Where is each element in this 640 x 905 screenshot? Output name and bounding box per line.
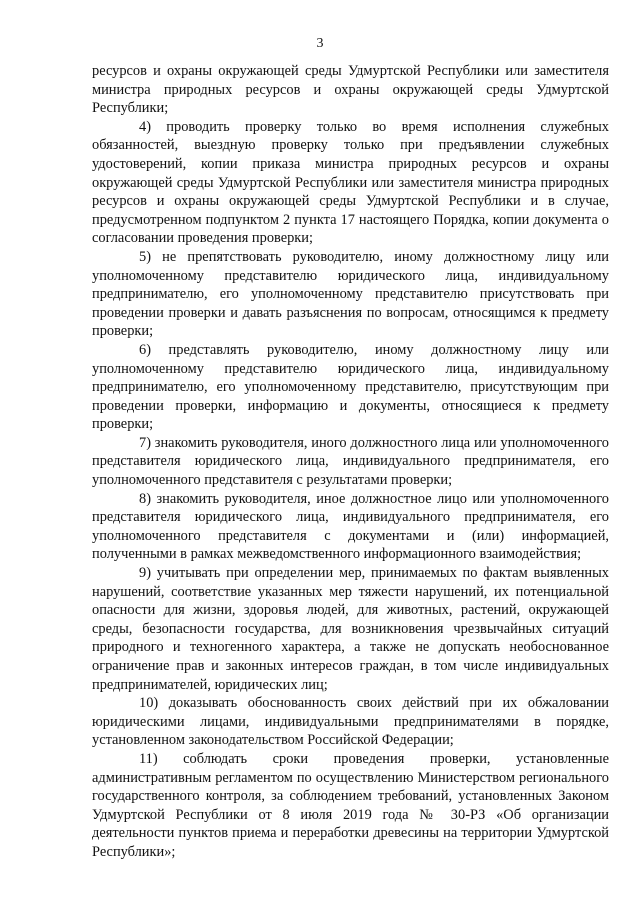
document-body [92,62,609,862]
paragraph-item-5: 5) не препятствовать руководителю, иному должностному лицу или уполномоченному представителю юридического лица, индивидуальному предпринимателю, его уполномоченному представителю присутствовать при проведении проверки и давать разъяснения по вопросам, относящимся к предмету проверки; [92,248,609,340]
page-number: 3 [316,36,324,51]
paragraph-continuation: ресурсов и охраны окружающей среды Удмуртской Республики или заместителя министра природных ресурсов и охраны окружающей среды Удмуртской Республики; [92,63,609,117]
paragraph-item-8: 8) знакомить руководителя, иное должностное лицо или уполномоченного представителя юридического лица, индивидуального предпринимателя, его уполномоченного представителя с документами и (или) информацией, полученными в рамках межведомственного информационного взаимодействия; [92,490,609,563]
paragraph-item-7: 7) знакомить руководителя, иного должностного лица или уполномоченного представителя юридического лица, индивидуального предпринимателя, его уполномоченного представителя с результатами проверки; [92,434,609,489]
paragraph-item-11: 11) соблюдать сроки проведения проверки, установленные административным регламентом по осуществлению Министерством регионального государственного контроля, за соблюдением требований, установленных Законом Удмуртской Республики от 8 июля 2019 года № 30-РЗ «Об организации деятельности пунктов приема и переработки древесины на территории Удмуртской Республики»; [92,750,609,860]
paragraph-item-6: 6) представлять руководителю, иному должностному лицу или уполномоченному представителю юридического лица, индивидуальному предпринимателю, его уполномоченному представителю, присутствующим при проведении проверки, информацию и документы, относящиеся к предмету проверки; [92,341,609,433]
paragraph-item-10: 10) доказывать обоснованность своих действий при их обжаловании юридическими лицами, индивидуальными предпринимателями в порядке, установленном законодательством Российской Федерации; [92,695,609,749]
paragraph-item-4: 4) проводить проверку только во время исполнения служебных обязанностей, выездную проверку только при предъявлении служебных удостоверений, копии приказа министра природных ресурсов и охраны окружающей среды Удмуртской Республики или заместителя министра природных ресурсов и охраны окружающей среды Удмуртской Республики и в случае, предусмотренном подпунктом 2 пункта 17 настоящего Порядка, копии документа о согласовании проведения проверки; [92,118,609,247]
paragraph-item-9: 9) учитывать при определении мер, принимаемых по фактам выявленных нарушений, соответствие указанных мер тяжести нарушений, их потенциальной опасности для жизни, здоровья людей, для животных, растений, окружающей среды, безопасности государства, для возникновения чрезвычайных ситуаций природного и техногенного характера, а также не допускать необоснованное ограничение прав и законных интересов граждан, в том числе индивидуальных предпринимателей, юридических лиц; [92,565,609,693]
